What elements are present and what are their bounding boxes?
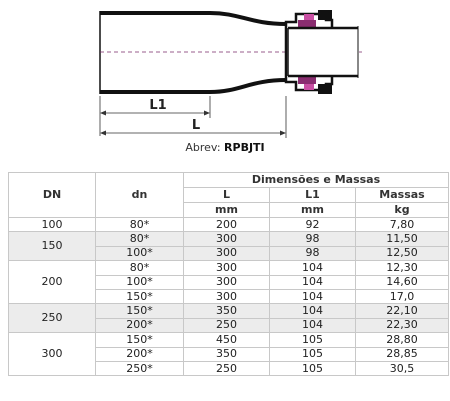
cell-dn-small: 150* [96, 333, 184, 347]
abbreviation-code: RPBJTI [224, 141, 265, 154]
cell-dn-small: 200* [96, 318, 184, 332]
header-l1: L1 [270, 188, 356, 203]
header-group: Dimensões e Massas [184, 173, 449, 188]
cell-massa: 12,30 [356, 261, 449, 275]
cell-l: 200 [184, 218, 270, 232]
cell-dn-small: 250* [96, 361, 184, 375]
label-l: L [191, 118, 201, 133]
cell-l: 250 [184, 318, 270, 332]
pipe-body [100, 13, 286, 92]
cell-l: 300 [184, 246, 270, 260]
abbreviation-caption [0, 141, 450, 154]
cell-dn-small: 150* [96, 304, 184, 318]
cell-dn: 150 [9, 232, 96, 261]
cell-l1: 104 [270, 275, 356, 289]
header-unit-massas: kg [356, 203, 449, 218]
cell-l: 300 [184, 289, 270, 303]
cell-dn-small: 80* [96, 232, 184, 246]
cell-l1: 104 [270, 289, 356, 303]
cell-massa: 28,80 [356, 333, 449, 347]
header-unit-l: mm [184, 203, 270, 218]
header-dn-small: dn [96, 173, 184, 218]
cell-dn-small: 80* [96, 261, 184, 275]
cell-massa: 11,50 [356, 232, 449, 246]
cell-dn: 300 [9, 333, 96, 376]
cell-massa: 28,85 [356, 347, 449, 361]
spigot-pipe [288, 28, 358, 76]
cell-l1: 104 [270, 261, 356, 275]
cell-dn: 100 [9, 218, 96, 232]
cell-l1: 105 [270, 347, 356, 361]
cell-dn-small: 200* [96, 347, 184, 361]
cell-l1: 105 [270, 333, 356, 347]
cell-l: 450 [184, 333, 270, 347]
table-body [9, 218, 449, 376]
cell-l: 250 [184, 361, 270, 375]
cell-l: 300 [184, 261, 270, 275]
cell-massa: 22,30 [356, 318, 449, 332]
cell-dn-small: 150* [96, 289, 184, 303]
table-row [9, 261, 449, 275]
table-row [9, 333, 449, 347]
cell-dn-small: 80* [96, 218, 184, 232]
header-dn: DN [9, 173, 96, 218]
table-row [9, 218, 449, 232]
cell-massa: 12,50 [356, 246, 449, 260]
cell-l1: 104 [270, 304, 356, 318]
cell-l1: 92 [270, 218, 356, 232]
dimension-l [100, 96, 286, 138]
cell-dn: 200 [9, 261, 96, 304]
cell-dn-small: 100* [96, 246, 184, 260]
cell-l1: 98 [270, 232, 356, 246]
cell-l: 300 [184, 275, 270, 289]
cell-l: 350 [184, 347, 270, 361]
header-l: L [184, 188, 270, 203]
abbreviation-prefix: Abrev: [185, 141, 221, 154]
cell-massa: 14,60 [356, 275, 449, 289]
table-row [9, 232, 449, 246]
cell-massa: 30,5 [356, 361, 449, 375]
cell-massa: 7,80 [356, 218, 449, 232]
cell-l1: 105 [270, 361, 356, 375]
dimensions-table [8, 172, 449, 376]
label-l1: L1 [149, 98, 167, 113]
cell-massa: 22,10 [356, 304, 449, 318]
cell-l1: 104 [270, 318, 356, 332]
cell-dn-small: 100* [96, 275, 184, 289]
header-unit-l1: mm [270, 203, 356, 218]
table-row [9, 304, 449, 318]
cell-l: 350 [184, 304, 270, 318]
cell-dn: 250 [9, 304, 96, 333]
cell-l1: 98 [270, 246, 356, 260]
header-massas: Massas [356, 188, 449, 203]
reducer-pipe-drawing [0, 0, 450, 140]
cell-massa: 17,0 [356, 289, 449, 303]
cell-l: 300 [184, 232, 270, 246]
